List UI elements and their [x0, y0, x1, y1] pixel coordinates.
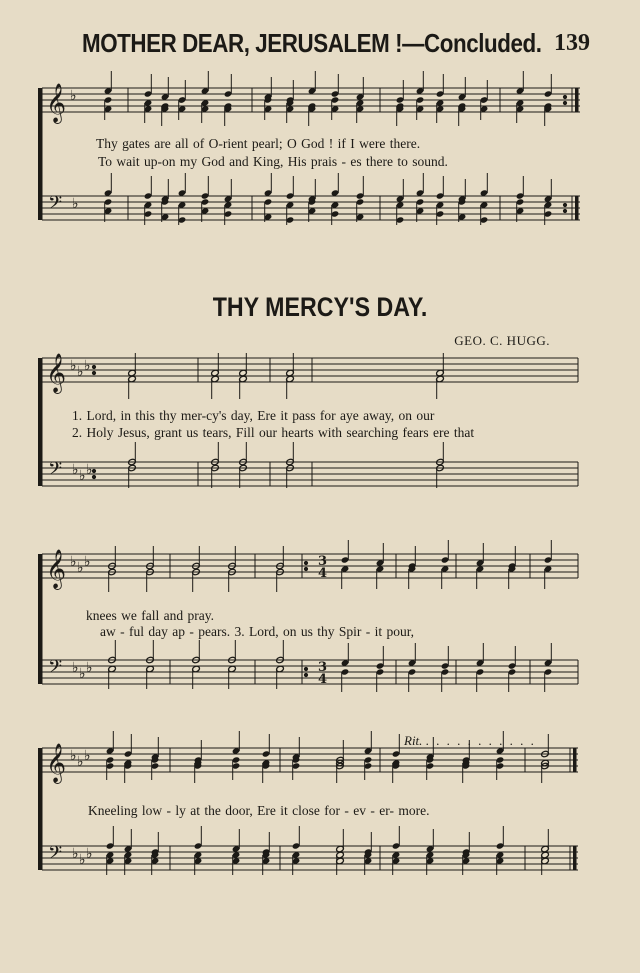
flat-sign-icon: ♭	[70, 554, 77, 570]
time-signature-bottom: 4	[318, 672, 328, 687]
ritardando-label: Rit.	[404, 733, 423, 748]
flat-sign-icon: ♭	[70, 748, 77, 764]
repeat-dot	[92, 475, 95, 478]
flat-sign-icon: ♭	[70, 358, 77, 374]
treble-clef-icon: 𝄞	[46, 549, 67, 589]
lyric-line-sys2-verse1: knees we fall and pray.	[86, 608, 214, 623]
flat-sign-icon: ♭	[86, 660, 93, 676]
repeat-dot	[563, 203, 566, 206]
repeat-dot	[563, 101, 566, 104]
treble-clef-icon: 𝄞	[46, 743, 67, 783]
flat-sign-icon: ♭	[79, 852, 86, 868]
repeat-dot	[92, 469, 95, 472]
bass-clef-icon: 𝄢	[48, 843, 63, 868]
flat-sign-icon: ♭	[77, 364, 84, 380]
repeat-dot	[304, 667, 307, 670]
clefs-and-keys	[46, 83, 327, 868]
system-bracket	[38, 88, 42, 220]
flat-sign-icon: ♭	[72, 660, 79, 676]
final-barline	[575, 196, 579, 220]
lyric-line-mother-2: To wait up-on my God and King, His prais - es there to sound.	[98, 154, 448, 169]
system-bracket	[38, 358, 42, 486]
time-signature-bottom: 4	[318, 566, 328, 581]
repeat-dot	[563, 95, 566, 98]
repeat-dot	[304, 561, 307, 564]
repeat-dot	[92, 365, 95, 368]
bass-clef-icon: 𝄢	[48, 459, 63, 484]
final-barline	[573, 846, 577, 870]
bass-clef-icon: 𝄢	[48, 657, 63, 682]
system-bracket	[38, 554, 42, 684]
flat-sign-icon: ♭	[77, 754, 84, 770]
time-signature-top: 3	[318, 660, 328, 675]
repeat-dot	[92, 371, 95, 374]
flat-sign-icon: ♭	[77, 560, 84, 576]
flat-sign-icon: ♭	[72, 846, 79, 862]
lyric-line-sys1-verse2: 2. Holy Jesus, grant us tears, Fill our hearts with searching fears ere that	[72, 425, 475, 440]
repeat-dot	[563, 209, 566, 212]
bass-clef-icon: 𝄢	[48, 193, 63, 218]
hymn-continuation-title: MOTHER DEAR, JERUSALEM !—Concluded.	[82, 28, 542, 58]
final-barline	[575, 88, 579, 112]
time-signature-top: 3	[318, 554, 328, 569]
repeat-dot	[304, 567, 307, 570]
final-barline	[573, 748, 577, 772]
repeat-dot	[304, 673, 307, 676]
system-bracket	[38, 748, 42, 870]
lyric-line-mother-1: Thy gates are all of O-rient pearl; O God ! if I were there.	[96, 136, 421, 151]
lyric-line-sys1-verse1: 1. Lord, in this thy mer-cy's day, Ere it pass for aye away, on our	[72, 408, 435, 423]
flat-sign-icon: ♭	[84, 554, 91, 570]
page-number: 139	[554, 30, 590, 56]
hymn-title: THY MERCY'S DAY.	[212, 292, 428, 322]
flat-sign-icon: ♭	[72, 196, 79, 212]
composer-credit: GEO. C. HUGG.	[454, 333, 550, 348]
flat-sign-icon: ♭	[86, 846, 93, 862]
lyric-line-sys3-verse1: Kneeling low - ly at the door, Ere it close for - ev - er- more.	[88, 803, 430, 818]
flat-sign-icon: ♭	[84, 748, 91, 764]
flat-sign-icon: ♭	[86, 462, 93, 478]
flat-sign-icon: ♭	[72, 462, 79, 478]
flat-sign-icon: ♭	[79, 468, 86, 484]
ritardando-dots: . . . . . . . . . . .	[425, 733, 536, 748]
lyric-line-sys2-verse2: aw - ful day ap - pears. 3. Lord, on us thy Spir - it pour,	[100, 624, 415, 639]
treble-clef-icon: 𝄞	[46, 353, 67, 393]
flat-sign-icon: ♭	[84, 358, 91, 374]
flat-sign-icon: ♭	[70, 88, 77, 104]
flat-sign-icon: ♭	[79, 666, 86, 682]
treble-clef-icon: 𝄞	[46, 83, 67, 123]
